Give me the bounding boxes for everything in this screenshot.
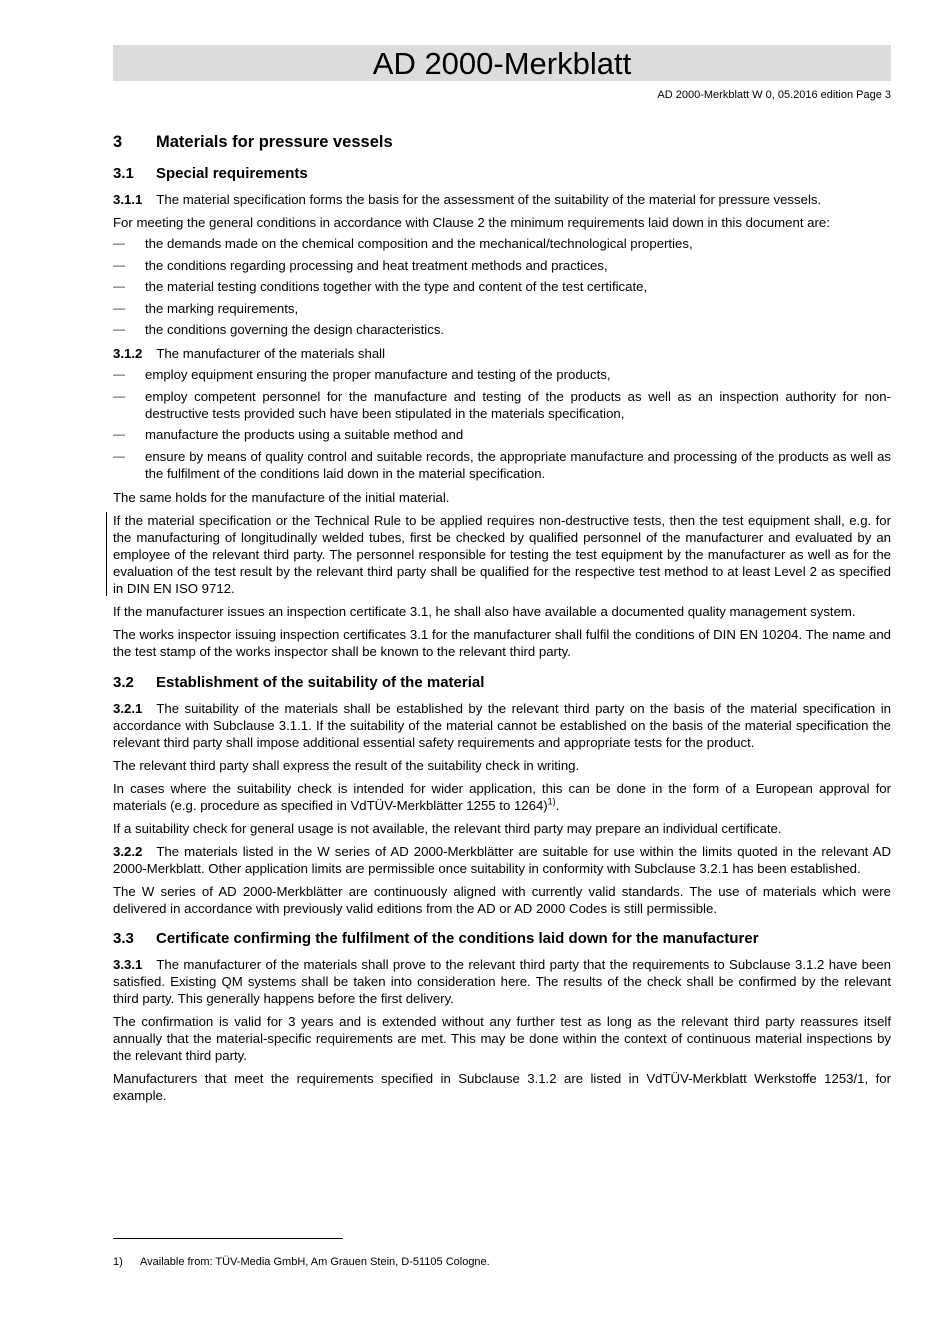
section-title: Special requirements [156, 165, 308, 182]
list-item: — manufacture the products using a suitable method and [113, 426, 891, 443]
paragraph-text: Manufacturers that meet the requirements specified in Subclause 3.1.2 are listed in VdTÜV-Merkblatt Werkstoffe 1253/1, for example. [113, 1070, 891, 1103]
paragraph-text: If the material specification or the Technical Rule to be applied requires non-destructive tests, then the test equipment shall, e.g. for the manufacturing of longitudinally welded tubes, first be checked by qualified personnel of the manufacturer and evaluated by an employee of the relevant third party. The personnel responsible for testing the test equipment by the manufacturer as well as for the evaluation of the test result by the relevant third party shall be qualified for the respective test method to at least Level 2 as specified in DIN EN ISO 9712. [113, 512, 891, 596]
list-item: — the conditions governing the design characteristics. [113, 321, 891, 338]
document-header-bar [113, 45, 891, 81]
paragraph-text: . [555, 797, 560, 813]
paragraph-text: The manufacturer of the materials shall [156, 346, 386, 361]
list-item: — ensure by means of quality control and suitable records, the appropriate manufacture and processing of the products as well as the fulfilment of the conditions laid down in the material specification. [113, 448, 891, 482]
document-edition-page: AD 2000-Merkblatt W 0, 05.2016 edition Page 3 [657, 89, 891, 101]
list-item: — employ competent personnel for the manufacture and testing of the products as well as an inspection authority for non-destructive tests provided such have been stipulated in the materials specification, [113, 388, 891, 422]
list-item: — the demands made on the chemical composition and the mechanical/technological properties, [113, 235, 891, 252]
paragraph-text: In cases where the suitability check is intended for wider application, this can be done in the form of a European approval for materials (e.g. procedure as specified in VdTÜV-Merkblätter 1255 to 1264) [113, 780, 891, 813]
paragraph-text: If the manufacturer issues an inspection certificate 3.1, he shall also have available a documented quality management system. [113, 603, 856, 619]
paragraph-text: The W series of AD 2000-Merkblätter are continuously aligned with currently valid standards. The use of materials which were delivered in accordance with previously valid editions from the AD or AD 2000 Codes is still permissible. [113, 883, 891, 916]
section-title: Establishment of the suitability of the material [156, 673, 485, 691]
footnote-divider [113, 1238, 343, 1239]
requirements-list [113, 235, 891, 338]
paragraph-text: The relevant third party shall express the result of the suitability check in writing. [113, 757, 580, 773]
paragraph-wider-application [113, 780, 891, 814]
paragraph-text: The suitability of the materials shall be established by the relevant third party on the basis of the material specification in accordance with Subclause 3.1.1. If the suitability of the material cannot be established on the basis of the material specification the relevant third party shall impose additional essential safety requirements and appropriate tests for the product. [113, 700, 891, 750]
paragraph-3-1-2 [113, 345, 891, 362]
paragraph-text: The manufacturer of the materials shall prove to the relevant third party that the requirements to Subclause 3.1.2 have been satisfied. Existing QM systems shall be taken into consideration here. The results of the check shall be confirmed by the relevant third party. This generally happens before the first delivery. [113, 956, 891, 1006]
paragraph-3-2-1 [113, 700, 891, 751]
subclause-number: 3.1.2 [113, 346, 143, 361]
paragraph-text: The materials listed in the W series of AD 2000-Merkblätter are suitable for use within the limits quoted in the relevant AD 2000-Merkblatt. Other application limits are permissible once suitability in conformity with Subclause 3.2.1 has been established. [113, 843, 891, 876]
subclause-number: 3.1.1 [113, 192, 143, 207]
document-title: AD 2000-Merkblatt [372, 46, 632, 81]
page-content [113, 132, 891, 1110]
section-3-3-heading [113, 929, 891, 948]
subclause-number: 3.2.1 [113, 700, 143, 716]
subclause-number: 3.3.1 [113, 956, 143, 972]
footnote-reference[interactable]: 1) [547, 796, 556, 807]
paragraph-3-1-1 [113, 191, 891, 208]
section-number: 3 [113, 133, 123, 151]
footnote-mark: 1) [113, 1256, 123, 1268]
change-marker-bar [106, 512, 107, 596]
section-number: 3.3 [113, 929, 134, 947]
list-item: — the material testing conditions together with the type and content of the test certificate, [113, 278, 891, 295]
paragraph-text: The material specification forms the basis for the assessment of the suitability of the material for pressure vessels. [156, 192, 822, 207]
section-number: 3.1 [113, 165, 134, 182]
paragraph-3-3-1 [113, 956, 891, 1007]
paragraph-text: If a suitability check for general usage is not available, the relevant third party may prepare an individual certificate. [113, 820, 782, 836]
section-3-2-heading [113, 673, 891, 692]
section-number: 3.2 [113, 673, 134, 691]
paragraph-text: The same holds for the manufacture of the initial material. [113, 489, 450, 505]
manufacturer-duties-list [113, 366, 891, 482]
list-item: — the conditions regarding processing and heat treatment methods and practices, [113, 257, 891, 274]
subclause-number: 3.2.2 [113, 843, 143, 859]
paragraph-3-2-2 [113, 843, 891, 877]
paragraph-text: For meeting the general conditions in accordance with Clause 2 the minimum requirements laid down in this document are: [113, 215, 830, 230]
paragraph-text: The confirmation is valid for 3 years and is extended without any further test as long as the relevant third party reassures itself annually that the material-specific requirements are met. This may be done within the context of continuous material inspections by the relevant third party. [113, 1013, 891, 1063]
section-title: Materials for pressure vessels [156, 133, 393, 151]
list-item: — employ equipment ensuring the proper manufacture and testing of the products, [113, 366, 891, 383]
changed-paragraph [113, 512, 891, 597]
footnote-text: Available from: TÜV-Media GmbH, Am Grauen Stein, D-51105 Cologne. [140, 1256, 490, 1268]
section-3-heading [113, 132, 891, 152]
section-3-1-heading [113, 164, 891, 183]
section-title: Certificate confirming the fulfilment of the conditions laid down for the manufacturer [156, 929, 759, 947]
footnote [113, 1256, 490, 1268]
list-item: — the marking requirements, [113, 300, 891, 317]
paragraph-text: The works inspector issuing inspection certificates 3.1 for the manufacturer shall fulfil the conditions of DIN EN 10204. The name and the test stamp of the works inspector shall be known to the relevant third party. [113, 626, 891, 659]
